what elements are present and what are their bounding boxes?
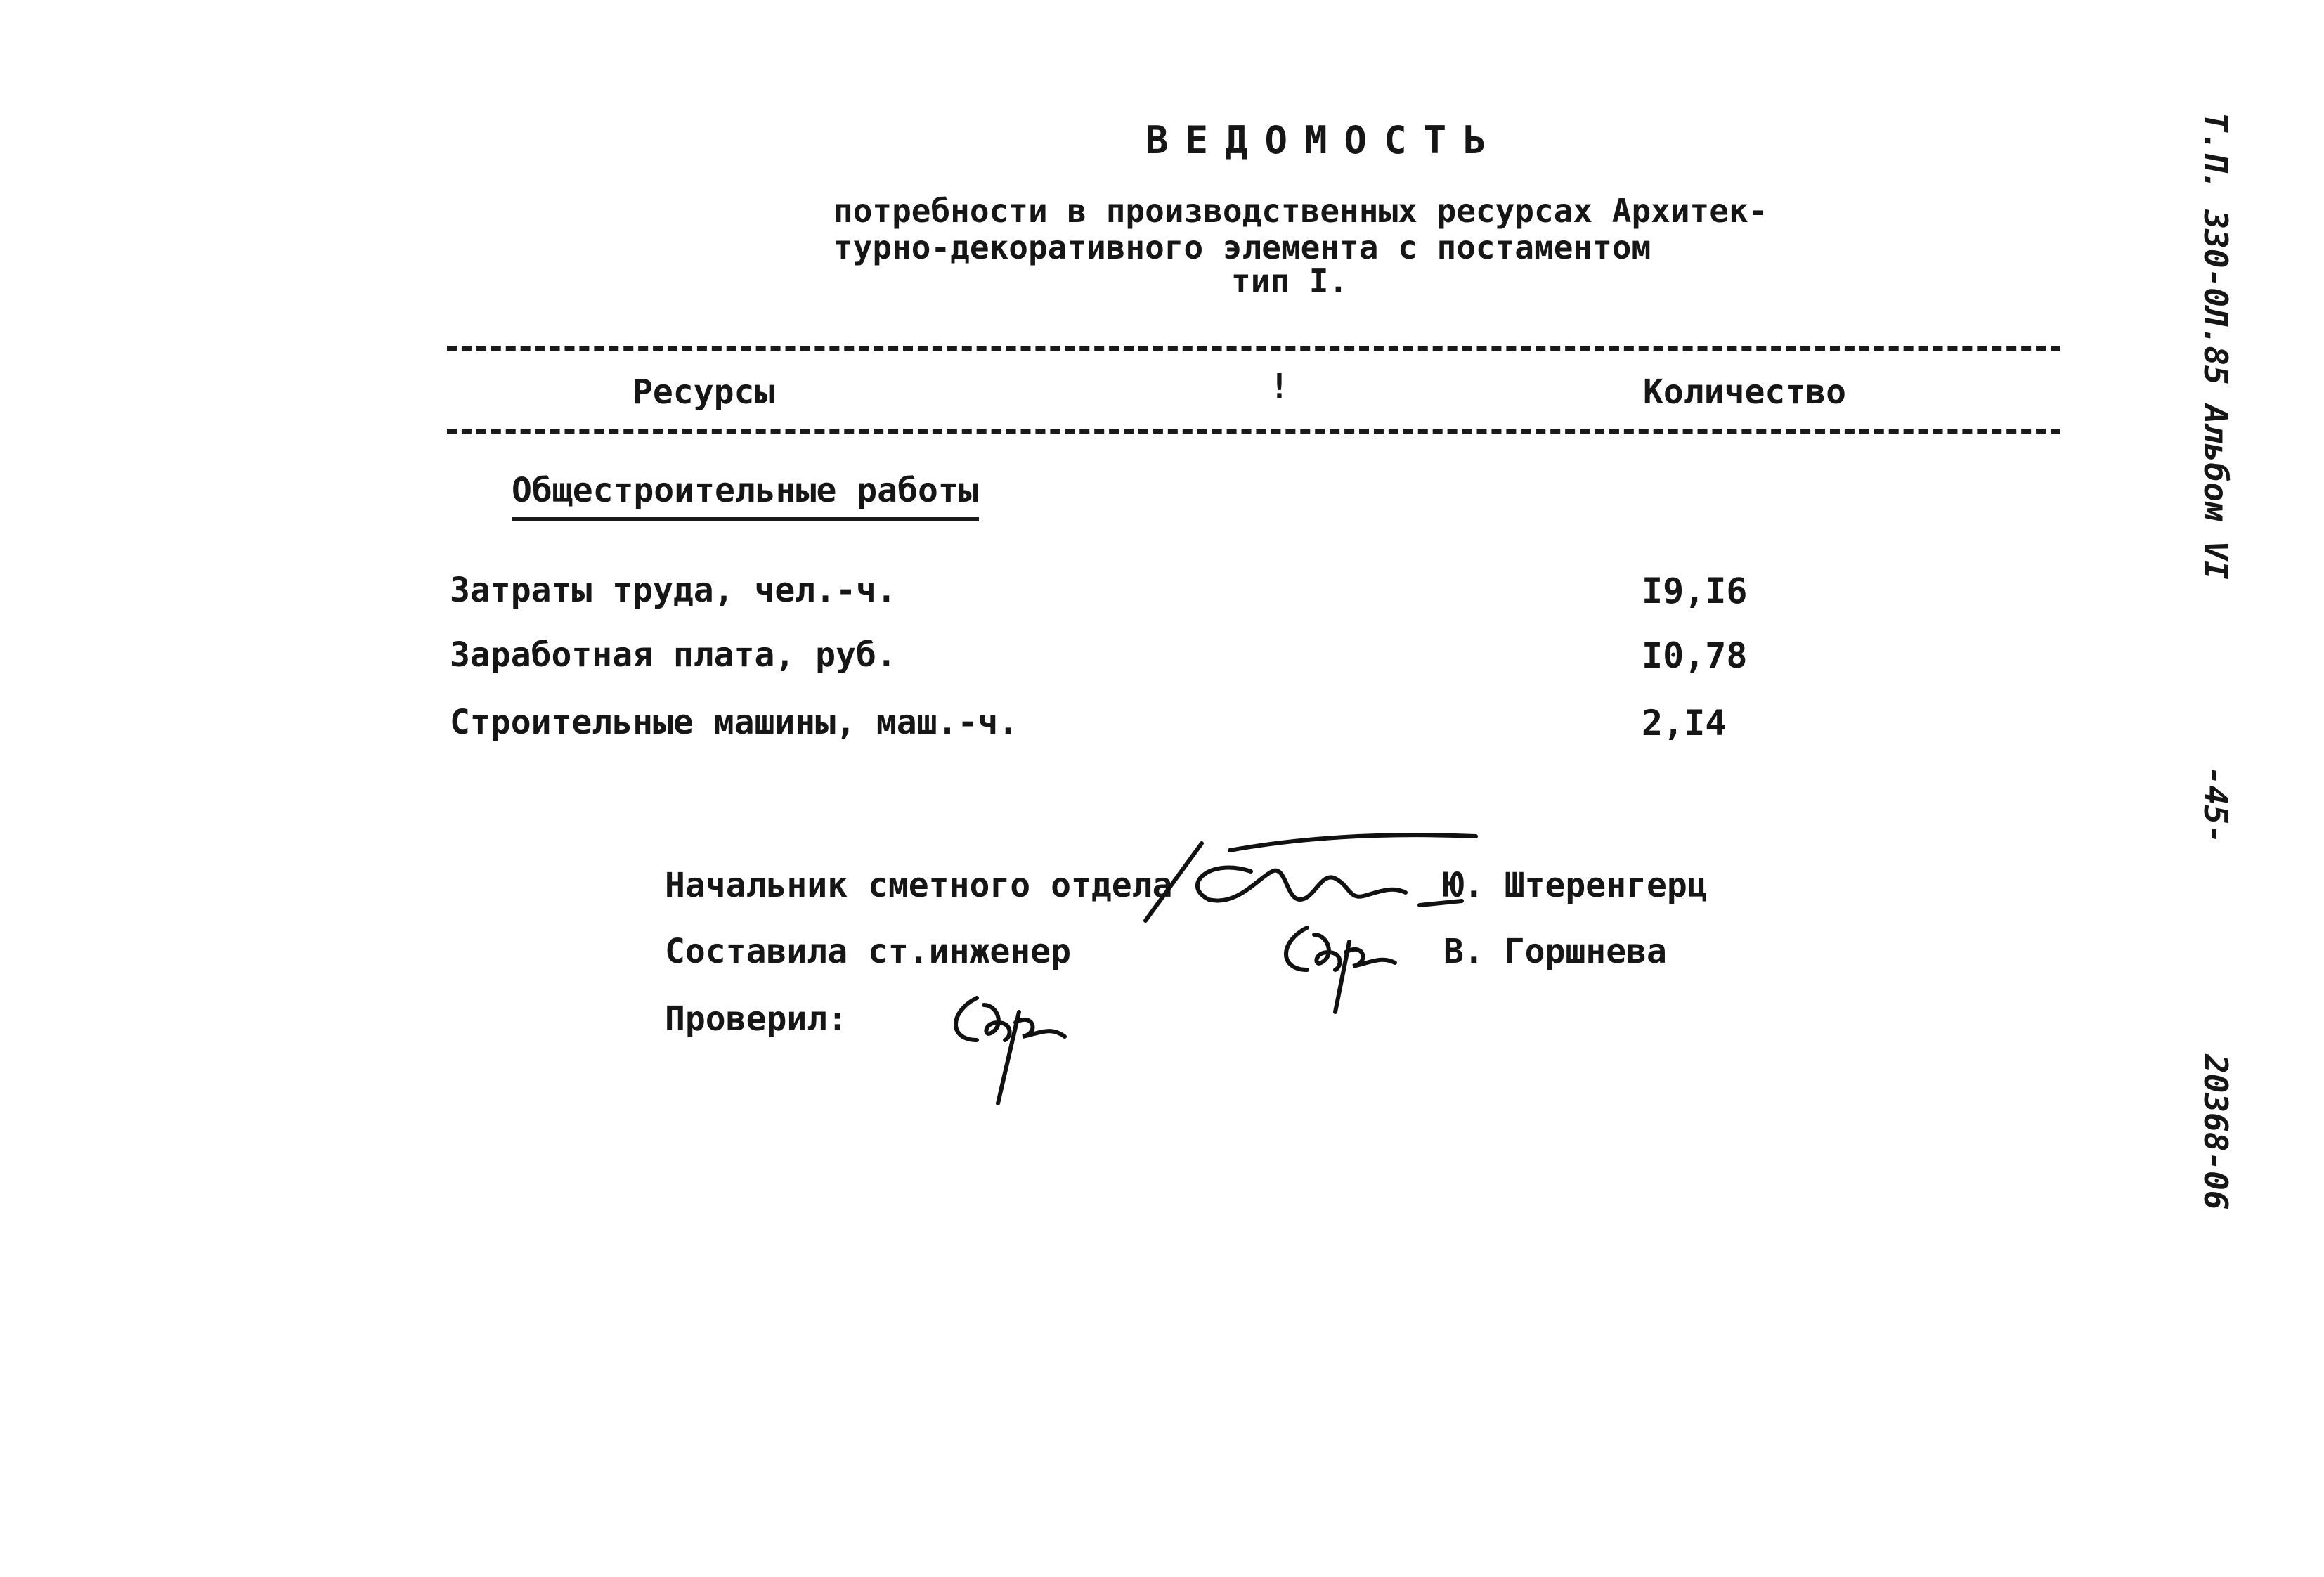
margin-archive-number: 20368-06 <box>2197 1054 2235 1210</box>
margin-page-number: -45- <box>2197 766 2235 844</box>
column-header-resources: Ресурсы <box>632 372 775 412</box>
signature-role-head: Начальник сметного отдела <box>665 866 1173 905</box>
signature-name-compiled: В. Горшнева <box>1443 932 1667 971</box>
signature-role-compiled: Составила ст.инженер <box>665 932 1071 971</box>
section-heading: Общестроительные работы <box>512 471 979 521</box>
margin-album-code: Т.П. 330-0Л.85 Альбом VI <box>2197 112 2235 580</box>
table-row-value: 2,I4 <box>1642 703 1727 744</box>
document-title: ВЕДОМОСТЬ <box>1145 118 1503 162</box>
column-separator: ! <box>1269 367 1290 406</box>
subtitle-line-3: тип I. <box>1231 262 1349 300</box>
table-header-rule <box>447 429 2060 434</box>
handwritten-signature-checked <box>935 984 1075 1110</box>
subtitle-line-1: потребности в производственных ресурсах Архитек- <box>833 192 1768 230</box>
subtitle-line-2: турно-декоративного элемента с постаментом <box>833 228 1651 266</box>
table-row-value: I0,78 <box>1642 635 1748 676</box>
table-row-label: Заработная плата, руб. <box>450 635 897 675</box>
signature-name-head: Ю. Штеренгерц <box>1443 866 1708 905</box>
table-row-label: Строительные машины, маш.-ч. <box>450 703 1019 742</box>
table-top-rule <box>447 346 2060 351</box>
table-row-label: Затраты труда, чел.-ч. <box>450 571 897 610</box>
signature-role-checked: Проверил: <box>665 999 848 1039</box>
table-row-value: I9,I6 <box>1642 571 1748 611</box>
column-header-quantity: Количество <box>1643 372 1846 412</box>
handwritten-signature-compiled <box>1265 914 1406 1019</box>
